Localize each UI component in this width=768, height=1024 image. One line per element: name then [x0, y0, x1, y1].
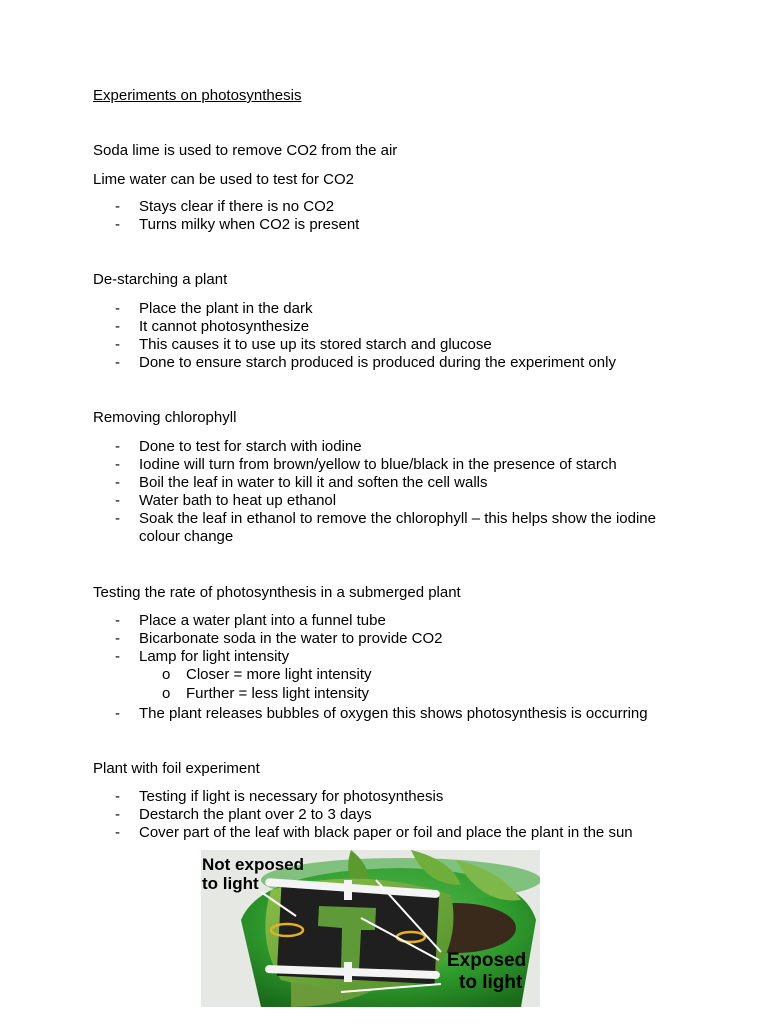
list-item: Bicarbonate soda in the water to provide CO2: [139, 630, 443, 647]
sub-list-item: Further = less light intensity: [186, 685, 369, 702]
label-exposed: Exposed: [447, 950, 527, 971]
list-item: Iodine will turn from brown/yellow to blue/black in the presence of starch: [139, 456, 617, 473]
list-dash: -: [115, 216, 120, 233]
list-dash: -: [115, 824, 120, 841]
section-heading-rate: Testing the rate of photosynthesis in a submerged plant: [93, 584, 461, 601]
label-not-exposed: Not exposed: [202, 855, 305, 874]
list-dash: -: [115, 456, 120, 473]
list-item: Place a water plant into a funnel tube: [139, 612, 386, 629]
list-dash: -: [115, 438, 120, 455]
list-dash: -: [115, 788, 120, 805]
list-dash: -: [115, 648, 120, 665]
list-item: Done to test for starch with iodine: [139, 438, 362, 455]
list-dash: -: [115, 198, 120, 215]
label-exposed-line2: to light: [459, 972, 523, 993]
list-item: Stays clear if there is no CO2: [139, 198, 335, 215]
list-item: Boil the leaf in water to kill it and soften the cell walls: [139, 474, 488, 491]
list-item: This causes it to use up its stored starch and glucose: [139, 336, 492, 353]
list-item-continuation: colour change: [139, 528, 234, 545]
list-dash: -: [115, 705, 120, 722]
list-item: Cover part of the leaf with black paper or foil and place the plant in the sun: [139, 824, 633, 841]
list-dash: -: [115, 806, 120, 823]
list-item: Destarch the plant over 2 to 3 days: [139, 806, 372, 823]
list-item: It cannot photosynthesize: [139, 318, 310, 335]
sub-list-marker: o: [162, 666, 171, 683]
sub-list-item: Closer = more light intensity: [186, 666, 372, 683]
list-item: Water bath to heat up ethanol: [139, 492, 337, 509]
list-item: Testing if light is necessary for photosynthesis: [139, 788, 444, 805]
list-dash: -: [115, 354, 120, 371]
list-dash: -: [115, 630, 120, 647]
list-dash: -: [115, 612, 120, 629]
intro-line-1: Soda lime is used to remove CO2 from the air: [93, 142, 398, 159]
list-item: Done to ensure starch produced is produced during the experiment only: [139, 354, 616, 371]
list-dash: -: [115, 300, 120, 317]
list-dash: -: [115, 336, 120, 353]
list-dash: -: [115, 492, 120, 509]
white-clip-post: [344, 962, 352, 982]
list-item: Turns milky when CO2 is present: [139, 216, 360, 233]
list-item: Lamp for light intensity: [139, 648, 290, 665]
list-dash: -: [115, 510, 120, 527]
list-item: Place the plant in the dark: [139, 300, 313, 317]
list-dash: -: [115, 318, 120, 335]
section-heading-destarch: De-starching a plant: [93, 271, 228, 288]
intro-line-2: Lime water can be used to test for CO2: [93, 171, 354, 188]
list-dash: -: [115, 474, 120, 491]
list-item: Soak the leaf in ethanol to remove the chlorophyll – this helps show the iodine: [139, 510, 656, 527]
list-item: The plant releases bubbles of oxygen this shows photosynthesis is occurring: [139, 705, 648, 722]
label-not-exposed-line2: to light: [202, 874, 259, 893]
section-heading-chlorophyll: Removing chlorophyll: [93, 409, 237, 426]
sub-list-marker: o: [162, 685, 171, 702]
white-clip-post: [344, 880, 352, 900]
plant-foil-photo: [201, 850, 540, 1007]
section-heading-foil: Plant with foil experiment: [93, 760, 260, 777]
page-title: Experiments on photosynthesis: [93, 87, 302, 104]
